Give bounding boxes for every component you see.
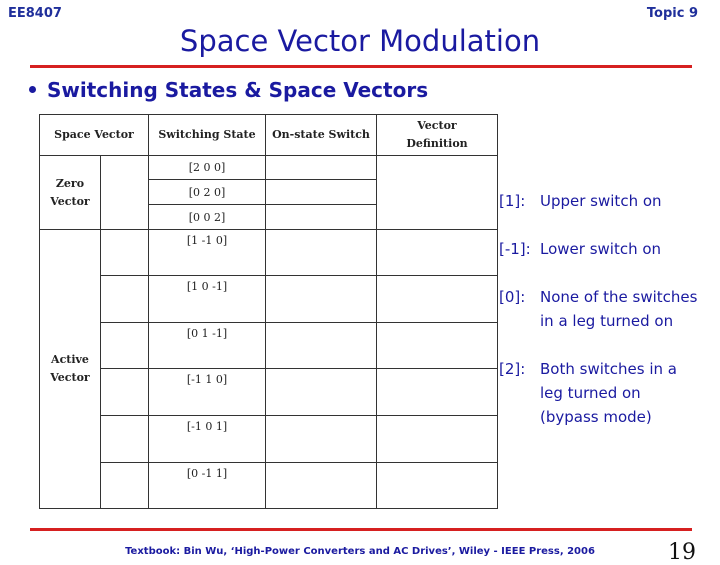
page-number: 19 xyxy=(668,540,696,565)
header-switching-state: Switching State xyxy=(149,115,266,156)
course-code: EE8407 xyxy=(8,6,62,21)
on-state-cell xyxy=(266,230,377,276)
active-index-cell xyxy=(101,463,149,509)
state-cell: [-1 0 1] xyxy=(149,416,266,463)
state-cell: [0 0 2] xyxy=(149,205,266,230)
legend-text: None of the switches xyxy=(540,288,698,306)
header-space-vector: Space Vector xyxy=(40,115,149,156)
bullet-icon xyxy=(29,86,36,93)
legend-key: [1]: xyxy=(499,192,526,210)
header-on-state-switch: On-state Switch xyxy=(266,115,377,156)
legend-text: Both switches in a xyxy=(540,360,677,378)
table-row xyxy=(40,230,498,276)
definition-cell xyxy=(377,156,498,230)
zero-vector-cell xyxy=(101,156,149,230)
header-vector-definition-line2: Definition xyxy=(406,137,468,150)
active-label-line1: Active xyxy=(51,353,89,366)
legend-key: [2]: xyxy=(499,360,526,378)
legend-text: leg turned on xyxy=(540,384,641,402)
top-divider xyxy=(30,65,692,68)
zero-vector-label xyxy=(40,156,101,230)
on-state-cell xyxy=(266,416,377,463)
state-cell: [1 0 -1] xyxy=(149,276,266,323)
definition-cell xyxy=(377,230,498,276)
definition-cell xyxy=(377,276,498,323)
header-vector-definition-line1: Vector xyxy=(417,119,457,132)
legend-key: [-1]: xyxy=(499,240,531,258)
active-label-line2: Vector xyxy=(50,371,90,384)
on-state-cell xyxy=(266,180,377,205)
state-cell: [1 -1 0] xyxy=(149,230,266,276)
active-index-cell xyxy=(101,369,149,416)
legend-text: Lower switch on xyxy=(540,240,662,258)
table-row xyxy=(40,323,498,369)
definition-cell xyxy=(377,323,498,369)
header-vector-definition xyxy=(377,115,498,156)
state-cell: [0 -1 1] xyxy=(149,463,266,509)
slide-subtitle: Switching States & Space Vectors xyxy=(47,78,429,102)
on-state-cell xyxy=(266,156,377,180)
state-cell: [0 2 0] xyxy=(149,180,266,205)
legend-text: in a leg turned on xyxy=(540,312,674,330)
definition-cell xyxy=(377,416,498,463)
definition-cell xyxy=(377,369,498,416)
table-row xyxy=(40,463,498,509)
on-state-cell xyxy=(266,205,377,230)
state-cell: [0 1 -1] xyxy=(149,323,266,369)
table-header-row xyxy=(40,115,498,156)
legend-text: (bypass mode) xyxy=(540,408,652,426)
table-row xyxy=(40,416,498,463)
legend-key: [0]: xyxy=(499,288,526,306)
textbook-reference: Textbook: Bin Wu, ‘High-Power Converters and AC Drives’, Wiley - IEEE Press, 2006 xyxy=(125,546,595,557)
table-row xyxy=(40,156,498,180)
active-index-cell xyxy=(101,323,149,369)
table-row xyxy=(40,276,498,323)
table-row xyxy=(40,369,498,416)
on-state-cell xyxy=(266,369,377,416)
topic-label: Topic 9 xyxy=(646,6,698,21)
zero-label-line1: Zero xyxy=(55,176,85,190)
active-index-cell xyxy=(101,230,149,276)
on-state-cell xyxy=(266,323,377,369)
active-vector-label xyxy=(40,230,101,509)
definition-cell xyxy=(377,463,498,509)
state-cell: [-1 1 0] xyxy=(149,369,266,416)
slide-title: Space Vector Modulation xyxy=(179,24,541,58)
legend-text: Upper switch on xyxy=(540,192,662,210)
active-index-cell xyxy=(101,276,149,323)
on-state-cell xyxy=(266,276,377,323)
active-index-cell xyxy=(101,416,149,463)
on-state-cell xyxy=(266,463,377,509)
bottom-divider xyxy=(30,528,692,531)
switching-states-table xyxy=(39,114,498,509)
zero-label-line2: Vector xyxy=(50,194,90,208)
state-cell: [2 0 0] xyxy=(149,156,266,180)
